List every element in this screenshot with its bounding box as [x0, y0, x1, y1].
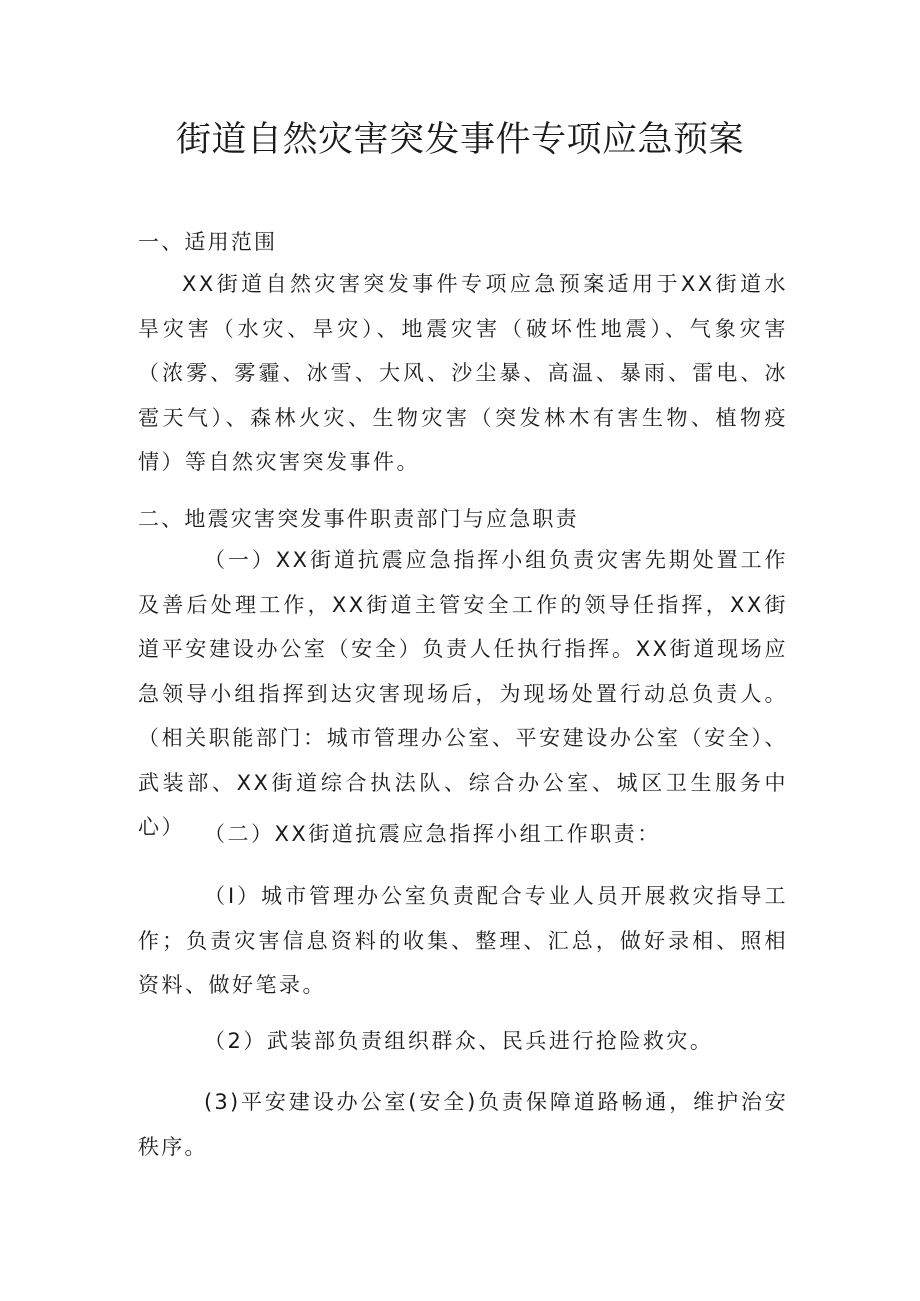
duty-item-3: (3)平安建设办公室(安全)负责保障道路畅通，维护治安秩序。: [138, 1090, 788, 1159]
duty-item-2: （2）武装部负责组织群众、民兵进行抢险救灾。: [204, 1029, 714, 1053]
section1-heading: 一、适用范围: [138, 230, 278, 254]
section2-paragraph-2: （二）XX街道抗震应急指挥小组工作职责：: [204, 822, 661, 846]
section2-heading: 二、地震灾害突发事件职责部门与应急职责: [138, 507, 579, 531]
section2-paragraph-1: （一）XX街道抗震应急指挥小组负责灾害先期处置工作及善后处理工作，XX街道主管安全工作的领导任指挥，XX街道平安建设办公室（安全）负责人任执行指挥。XX街道现场应急领导小组指挥到达灾害现场后，为现场处置行动总负责人。（相关职能部门：城市管理办公室、平安建设办公室（安全）、武装部、XX街道综合执法队、综合办公室、城区卫生服务中心）: [138, 548, 788, 839]
duty-item-1: （I）城市管理办公室负责配合专业人员开展救灾指导工作；负责灾害信息资料的收集、整理、汇总，做好录相、照相资料、做好笔录。: [138, 884, 788, 997]
document-title: 街道自然灾害突发事件专项应急预案: [175, 120, 744, 160]
section1-paragraph: XX街道自然灾害突发事件专项应急预案适用于XX街道水旱灾害（水灾、旱灾）、地震灾害（破坏性地震）、气象灾害（浓雾、雾霾、冰雪、大风、沙尘暴、高温、暴雨、雷电、冰雹天气）、森林火灾、生物灾害（突发林木有害生物、植物疫情）等自然灾害突发事件。: [138, 272, 788, 474]
